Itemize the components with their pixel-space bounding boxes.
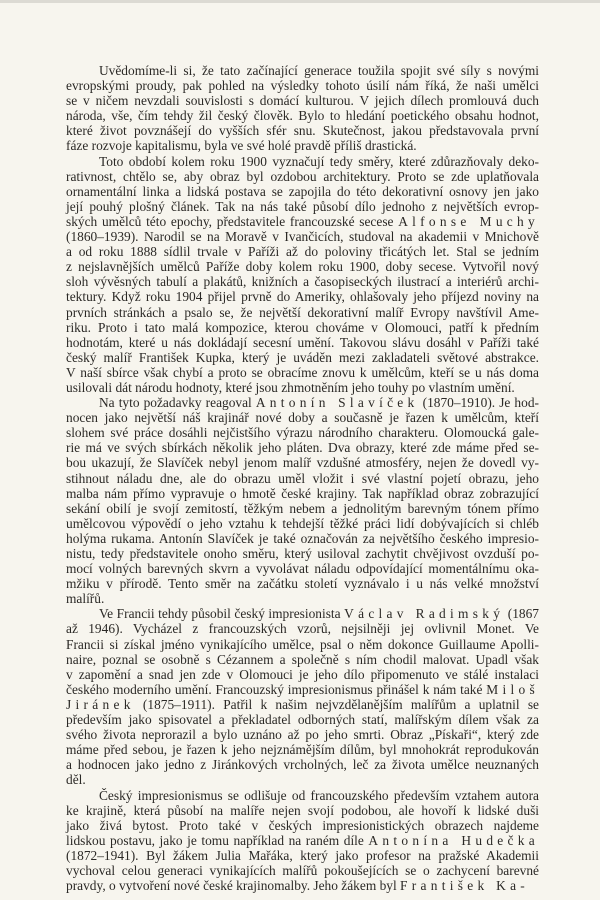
text-line: malířů.	[66, 591, 105, 607]
text-line: svého života neprorazil a bylo uznáno až po jeho smrti. Obraz „Pískaři“, který zde	[66, 727, 539, 743]
text-line: sekání obilí je svojí zemitostí, těžkým nebem a jednolitým barevným tónem přímo	[66, 500, 539, 516]
text-line: slohem své práce dosáhli nejčistšího výrazu národního charakteru. Olomoucká gale-	[66, 425, 539, 441]
text-line: mžiku v přírodě. Tento směr na začátku století vyznávalo i u nás velké množství	[66, 576, 539, 592]
text-line: umělcovou výpovědí o jeho vztahu k tehdejší těžké práci lidí dobývajících si chléb	[66, 515, 539, 531]
artist-name-spaced: Miloš	[486, 681, 539, 697]
artist-name-spaced: Alfonse Muchy	[398, 213, 539, 229]
text-line: se v ničem nevzdali souvislosti s domácí kulturou. V jejich dílech promlouvá duch	[66, 93, 539, 109]
text-line: děl.	[66, 772, 86, 788]
text-line: a od roku 1888 sídlil trvale v Paříži až do poloviny třicátých let. Stal se jedním	[66, 244, 539, 260]
text-run: Na tyto požadavky reagoval	[99, 395, 256, 411]
text-line	[66, 214, 539, 229]
book-page-text	[66, 63, 539, 893]
text-line: český malíř František Kupka, který je uváděn mezi zakladateli světové abstrakce.	[66, 349, 539, 365]
paragraph	[66, 63, 539, 154]
text-line: holýma rukama. Antonín Slavíček je také označován za největšího českého impresio-	[66, 530, 539, 546]
page-top-edge	[0, 0, 600, 3]
text-line	[66, 395, 539, 410]
text-line: (1860–1939). Narodil se na Moravě v Ivančicích, studoval na akademii v Mnichově	[66, 229, 539, 245]
text-line: v zapomění a snad jen zde v Olomouci je jeho dílo připomenuto ve stálé instalaci	[66, 666, 539, 682]
text-line: (1872–1941). Byl žákem Julia Mařáka, který jako profesor na pražské Akademii	[66, 847, 539, 863]
text-line: bou ukazují, že Slavíček nebyl jenom malíř vzdušné atmosféry, nejen že dovedl vy-	[66, 455, 539, 471]
text-line: sloh vývěsných tabulí a plakátů, knižních a časopiseckých ilustrací a interiérů archi-	[66, 274, 539, 290]
text-line: riku. Proto i tato malá kompozice, kterou chováme v Olomouci, patří k předním	[66, 319, 539, 335]
text-line: V naší sbírce však chybí a proto se obracíme znovu k umělcům, kteří se u nás doma	[66, 364, 539, 380]
artist-name-spaced: Antonín Slavíček	[255, 395, 419, 411]
text-line: rie má ve svých sbírkách několik jeho pláten. Dva obrazy, které zde máme před se-	[66, 440, 539, 456]
artist-name-spaced: František Ka-	[400, 878, 530, 894]
text-line: které život povznášejí do vyšších sfér snu. Skutečnost, jakou představovala první	[66, 123, 539, 139]
text-line: Francii si získal jméno vynikajícího umělce, psal o něm dokonce Guillaume Apolli-	[66, 636, 539, 652]
text-line: jako živá bytost. Proto také v českých impresionistických obrazech najdeme	[66, 817, 539, 833]
text-line: z nejslavnějších umělců Paříže doby kolem roku 1900, doby secese. Vytvořil nový	[66, 259, 539, 275]
text-run: (1875–1911). Patřil k našim nejvzdělanějším malířům a uplatnil se	[134, 696, 539, 712]
text-line	[66, 682, 539, 697]
paragraph	[66, 606, 539, 787]
text-line: národa, vše, čím tehdy žil český člověk. Bylo to hledání poetického obsahu hodnot,	[66, 108, 539, 124]
text-run: ských umělců této epochy, představitele francouzské secese	[66, 213, 399, 229]
text-line: hodnotám, které u nás dokládají secesní umění. Takovou slávu dosáhl v Paříži také	[66, 334, 539, 350]
text-run: pravdy, o vytvoření nové české krajinomalby. Jeho žákem byl	[66, 878, 401, 894]
text-line: evropskými proudy, pak pohled na výsledky tohoto úsilí nám říká, že naši umělci	[66, 78, 539, 94]
text-line: stihnout náladu dne, ale do obrazu uměl vložit i své vlastní pojetí obrazu, jeho	[66, 470, 539, 486]
text-run: Ve Francii tehdy působil český impresionista	[99, 606, 345, 622]
paragraph	[66, 788, 539, 894]
paragraph	[66, 154, 539, 396]
artist-name-spaced: Václav Radimský	[344, 606, 505, 622]
text-line	[66, 697, 539, 712]
text-line: Český impresionismus se odlišuje od francouzského především vztahem autora	[99, 787, 539, 803]
text-line: mocí volných barevných skvrn a vyvolávat náladu odpovídající momentálnímu oka-	[66, 561, 539, 577]
text-run: lidskou postavu, jako je tomu například na raném díle	[66, 832, 369, 848]
text-line: Toto období kolem roku 1900 vyznačují tedy směry, které zdůrazňovaly deko-	[99, 153, 539, 169]
text-line: především jako spisovatel a překladatel odborných statí, malířským dílem však za	[66, 712, 539, 728]
text-line: až 1946). Vycházel z francouzských vzorů, nejsilněji jej ovlivnil Monet. Ve	[66, 621, 539, 637]
text-line: tektury. Když roku 1904 přijel prvně do Ameriky, ohlašovaly jeho příjezd noviny na	[66, 289, 539, 305]
text-line: naire, poznal se osobně s Cézannem a společně s ním chodil malovat. Upadl však	[66, 651, 539, 667]
text-run: českého moderního umění. Francouzský impresionismus přinášel k nám také	[66, 681, 487, 697]
text-line: rativnost, chtělo se, aby obraz byl ozdobou architektury. Proto se zde uplatňovala	[66, 168, 539, 184]
text-line: ke krajině, která působí na malíře nejen svojí podobou, ale hovoří k lidské duši	[66, 802, 539, 818]
paragraph	[66, 395, 539, 606]
text-line: usilovali dát národu hodnoty, které jsou zhmotněním jeho touhy po vlastním umění.	[66, 379, 515, 395]
text-line: nistu, tedy představitele onoho směru, který usiloval zachytit chvějivost ovzduší po-	[66, 546, 539, 561]
text-line	[66, 833, 539, 848]
text-line: Uvědomíme-li si, že tato začínající generace toužila spojit své síly s novými	[99, 63, 539, 78]
text-line	[66, 878, 539, 893]
artist-name-spaced: Jiránek	[66, 696, 135, 712]
text-line: fáze rozvoje kapitalismu, byla ve své holé pravdě příliš drastická.	[66, 138, 417, 154]
artist-name-spaced: Antonína Hudečka	[368, 832, 539, 848]
text-line: malba nám přímo vypravuje o hmotě české krajiny. Tak například obraz zobrazující	[66, 485, 539, 501]
text-run: (1867	[504, 606, 539, 622]
text-line: prvních stránkách a psalo se, že největší dekorativní malíř Evropy navštívil Ame-	[66, 304, 539, 320]
text-line	[66, 606, 539, 621]
text-line: nocen jako největší náš krajinář nové doby a současně je řazen k umělcům, kteří	[66, 410, 539, 426]
text-line: ornamentální linka a lidská postava se zapojila do této dekorativní osnovy jen jako	[66, 183, 539, 199]
text-line: vychoval celou generaci vynikajících malířů pokoušejících se o zachycení barevné	[66, 862, 539, 878]
text-line: a hodnocen jako jedno z Jiránkových vrcholných, leč za života umělce neuznaných	[66, 757, 539, 773]
text-run: (1870–1910). Je hod-	[418, 395, 539, 411]
text-line: její pouhý plošný článek. Tak na nás také působí dílo jednoho z největších evrop-	[66, 198, 539, 214]
text-line: máme před sebou, je řazen k jeho nejznámějším dílům, byl mnohokrát reprodukován	[66, 742, 539, 758]
